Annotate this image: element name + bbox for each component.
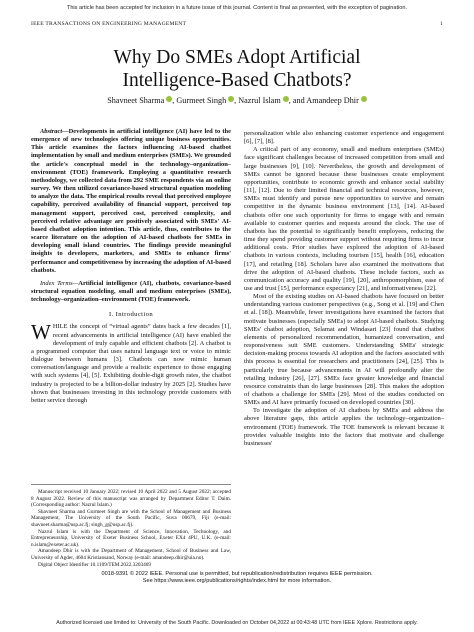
abstract-text: Developments in artificial intelligence (AI) have led to the emergence of new technologies offering unique business opportunities. This article examines the factors influencing AI-based chatbot implementation by small and medium enterprises (SMEs). We grounded the article's conceptual model in the technology–organization–environment (TOE) framework. Employing a quantitative research methodology, we collected data from 292 SME respondents via an online survey. We then utilized covariance-based structural equation modeling to analyze the data. The empirical results reveal that perceived employee capability, perceived availability of financial support, perceived top management support, perceived cost, perceived complexity, and perceived relative advantage are positively associated with SMEs' AI-based chatbot adoption intention. This article, thus, contributes to the scarce literature on the adoption of AI-based chatbots for SMEs in developing small island countries. The findings provide meaningful insights to developers, marketers, and SMEs to enhance firms' performance and competitiveness by increasing the adoption of AI-based chatbots. [31, 128, 231, 274]
footnote-affiliation-1: Shavneet Sharma and Gurmeet Singh are with the School of Management and Business Management, The University of the South Pacific, Suva 00679, Fiji (e-mail: shavneet.sharma@usp.ac.fj; singh_g@usp.ac.fj). [31, 508, 231, 528]
left-column [31, 128, 231, 405]
footnote-doi[interactable]: Digital Object Identifier 10.1109/TEM.2022.3203469 [38, 561, 151, 568]
paper-title [0, 46, 474, 92]
body-paragraph: A critical part of any economy, small and medium enterprises (SMEs) face significant challenges because of increased competition from small and large businesses [9], [10]. Nevertheless, the growth and development of SMEs cannot be ignored because these businesses create employment opportunities, contribute to economic growth and enhance social stability [11], [12]. Due to their limited financial and technical resources, however, SMEs must identify and pursue new opportunities to survive and remain competitive in the dynamic business environment [13], [14]. AI-based chatbots offer one such opportunity for firms to engage with and remain available to customer queries and requests around the clock. The use of chatbots has the potential to significantly benefit employees, reducing the time they spend providing customer support without requiring firms to incur additional costs. Prior studies have explored the adoption of AI-based chatbots in various contexts, including tourism [15], health [16], education [17], and retailing [18]. Scholars have also examined the motivations that drive the adoption of AI-based chatbots. These include factors, such as communication accuracy and quality [19], [20], anthropomorphism, ease of use and trust [15], performance expectancy [21], and informativeness [22]. [244, 146, 444, 292]
title-line-1: Why Do SMEs Adopt Artificial [113, 47, 361, 68]
section-heading-introduction: I. Introduction [108, 311, 154, 319]
intro-paragraph-text: HILE the concept of “virtual agents” dates back a few decades [1], recent advancements in artificial intelligence (AI) have enabled the development of truly capable and efficient chatbots [2]. A chatbot is a programmed computer that uses natural language text or voice to mimic dialogue between humans [3]. Chatbots can now mimic human conversation/language and provide a realistic experience to those engaging with such systems [4], [5]. Exhibiting double-digit growth rates, the chatbot industry is projected to be a billion-dollar industry by 2025 [2]. Studies have shown that businesses investing in this technology provide customers with better service through [31, 323, 231, 404]
orcid-icon[interactable] [361, 96, 367, 102]
index-terms-label: Index Terms— [40, 279, 79, 287]
running-head [31, 21, 443, 27]
footnote-affiliation-3: Amandeep Dhir is with the Department of Management, School of Business and Law, University of Agder, 4604 Kristiansand, Norway (e-mail: amandeep.dhir@uia.no). [31, 548, 231, 561]
license-notice: Authorized licensed use limited to: University of the South Pacific. Downloaded on October 04,2022 at 00:43:48 UTC from IEEE Xplore. Restrictions apply. [56, 620, 418, 626]
copyright-notice [0, 571, 474, 585]
index-terms [31, 280, 231, 304]
footnotes [31, 484, 231, 568]
footnote-manuscript: Manuscript received 10 January 2022; revised 10 April 2022 and 5 August 2022; accepted 8 August 2022. Review of this manuscript was arranged by Department Editor T. Daim. (Corresponding author: Nazrul Islam.) [31, 489, 231, 509]
abstract [31, 128, 231, 275]
body-paragraph: personalization while also enhancing customer experience and engagement [6], [7], [8]. [244, 130, 444, 146]
author-2: , Gurmeet Singh [172, 96, 227, 105]
copyright-line-1: 0018-9391 © 2022 IEEE. Personal use is permitted, but republication/redistribution requires IEEE permission. [101, 571, 373, 577]
author-1: Shavneet Sharma [107, 96, 165, 105]
drop-cap: W [31, 320, 51, 345]
copyright-line-2[interactable]: See https://www.ieee.org/publications/rights/index.html for more information. [142, 578, 332, 585]
author-list [0, 96, 474, 105]
right-column [244, 130, 444, 448]
index-terms-text: Artificial intelligence (AI), chatbots, covariance-based structural equation modeling, small and medium enterprises (SMEs), technology–organization–environment (TOE) framework. [31, 279, 231, 304]
acceptance-notice: This article has been accepted for inclusion in a future issue of this journal. Content is final as presented, with the exception of pagination. [66, 5, 408, 11]
title-line-2: Intelligence-Based Chatbots? [122, 70, 352, 91]
footnote-affiliation-2: Nazrul Islam is with the Department of Science, Innovation, Technology, and Entrepreneurship, University of Exeter Business School, Exeter EX4 4PU, U.K. (e-mail: n.islam@exeter.ac.uk). [31, 528, 231, 548]
abstract-label: Abstract— [40, 128, 69, 135]
body-paragraph: Most of the existing studies on AI-based chatbots have focused on better understanding various customer perspectives (e.g., Song et al. [19] and Chen et al. [18]). Meanwhile, fewer investigations have examined the factors that motivate businesses (especially SMEs) to adopt AI-based chatbots. Studying SMEs' chatbot adoption, Selamat and Windasari [23] found that chatbot elements of personalized recommendation, humanized conversation, and responsiveness suit SME customers. Understanding SMEs' strategic decision-making process towards AI adoption and the factors associated with this process is essential for researchers and practitioners [24], [25]. This is particularly true because advancements in AI will profoundly alter the retailing industry [26], [27]. SMEs face greater knowledge and financial resource constraints than do large businesses [28]. This makes the adoption of chatbots a challenge for SMEs [29]. Most of the studies conducted on SMEs and AI have primarily focused on developed countries [30]. [244, 293, 444, 407]
body-paragraph: To investigate the adoption of AI chatbots by SMEs and address the above literature gaps, this article applies the technology–organization–environment (TOE) framework. The TOE framework is relevant because it provides valuable insights into the factors that motivate and challenge businesses' [244, 407, 444, 447]
journal-name: IEEE TRANSACTIONS ON ENGINEERING MANAGEMENT [31, 21, 187, 27]
intro-paragraph [31, 320, 231, 405]
author-4: , and Amandeep Dhir [288, 96, 359, 105]
author-3: , Nazrul Islam [234, 96, 281, 105]
page-number: 1 [440, 21, 443, 27]
